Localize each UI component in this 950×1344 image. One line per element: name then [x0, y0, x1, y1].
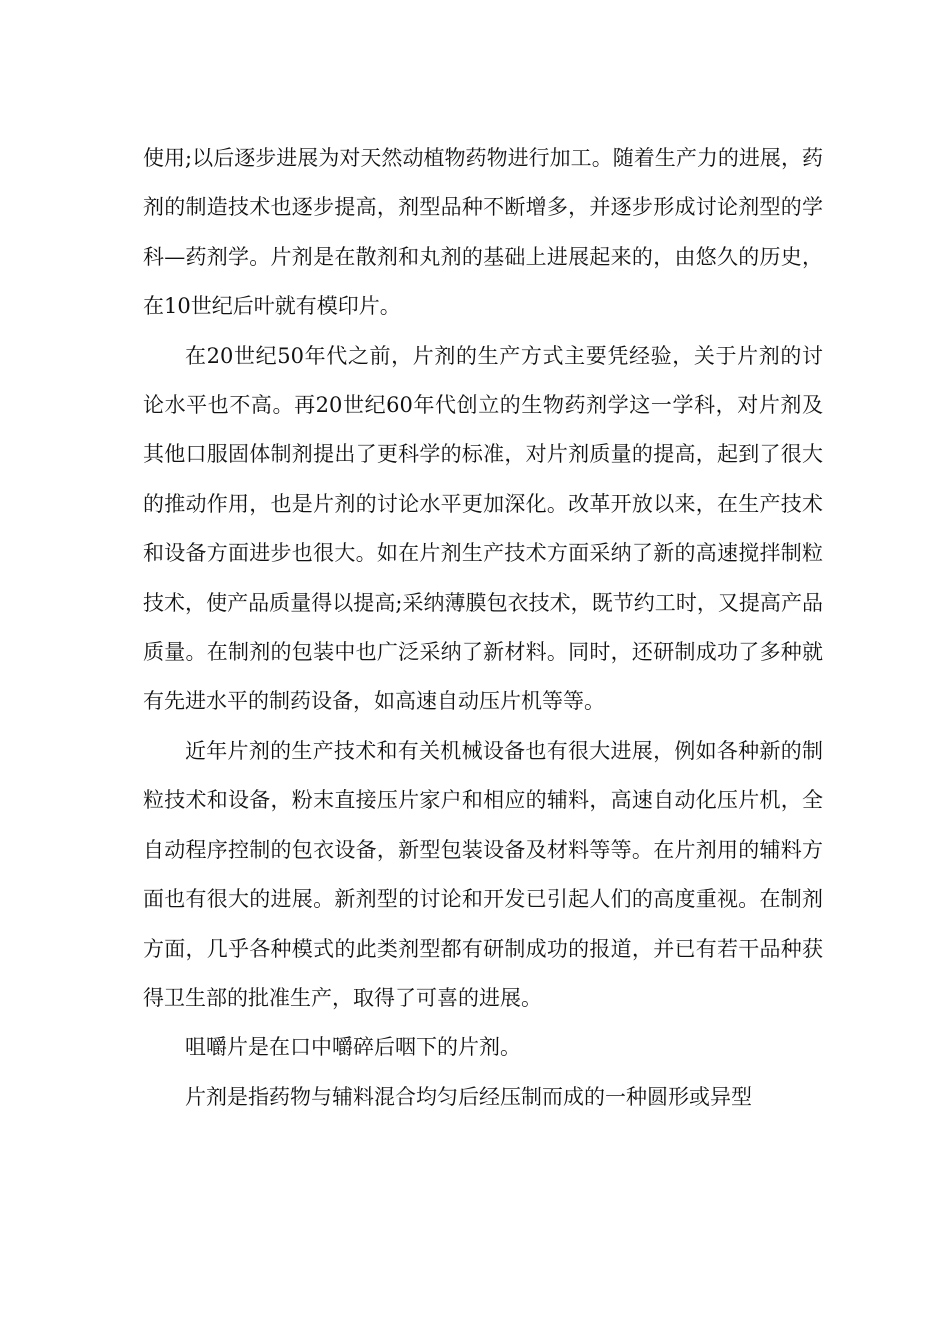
paragraph-1: 使用;以后逐步进展为对天然动植物药物进行加工。随着生产力的进展，药剂的制造技术也逐步提高，剂型品种不断增多，并逐步形成讨论剂型的学科—药剂学。片剂是在散剂和丸剂的基础上进展起来的，由悠久的历史，在10世纪后叶就有模印片。 [143, 146, 823, 319]
document-body [143, 134, 823, 1122]
paragraph-5: 片剂是指药物与辅料混合均匀后经压制而成的一种圆形或异型 [185, 1084, 752, 1109]
paragraph-3: 近年片剂的生产技术和有关机械设备也有很大进展，例如各种新的制粒技术和设备，粉末直接压片家户和相应的辅料，高速自动化压片机，全自动程序控制的包衣设备，新型包装设备及材料等等。在片剂用的辅料方面也有很大的进展。新剂型的讨论和开发已引起人们的高度重视。在制剂方面，几乎各种模式的此类剂型都有研制成功的报道，并已有若干品种获得卫生部的批准生产，取得了可喜的进展。 [143, 738, 823, 1010]
paragraph-2: 在20世纪50年代之前，片剂的生产方式主要凭经验，关于片剂的讨论水平也不高。再20世纪60年代创立的生物药剂学这一学科，对片剂及其他口服固体制剂提出了更科学的标准，对片剂质量的提高，起到了很大的推动作用，也是片剂的讨论水平更加深化。改革开放以来，在生产技术和设备方面进步也很大。如在片剂生产技术方面采纳了新的高速搅拌制粒技术，使产品质量得以提高;采纳薄膜包衣技术，既节约工时，又提高产品质量。在制剂的包装中也广泛采纳了新材料。同时，还研制成功了多种就有先进水平的制药设备，如高速自动压片机等等。 [143, 343, 823, 714]
paragraph-4: 咀嚼片是在口中嚼碎后咽下的片剂。 [185, 1035, 521, 1060]
